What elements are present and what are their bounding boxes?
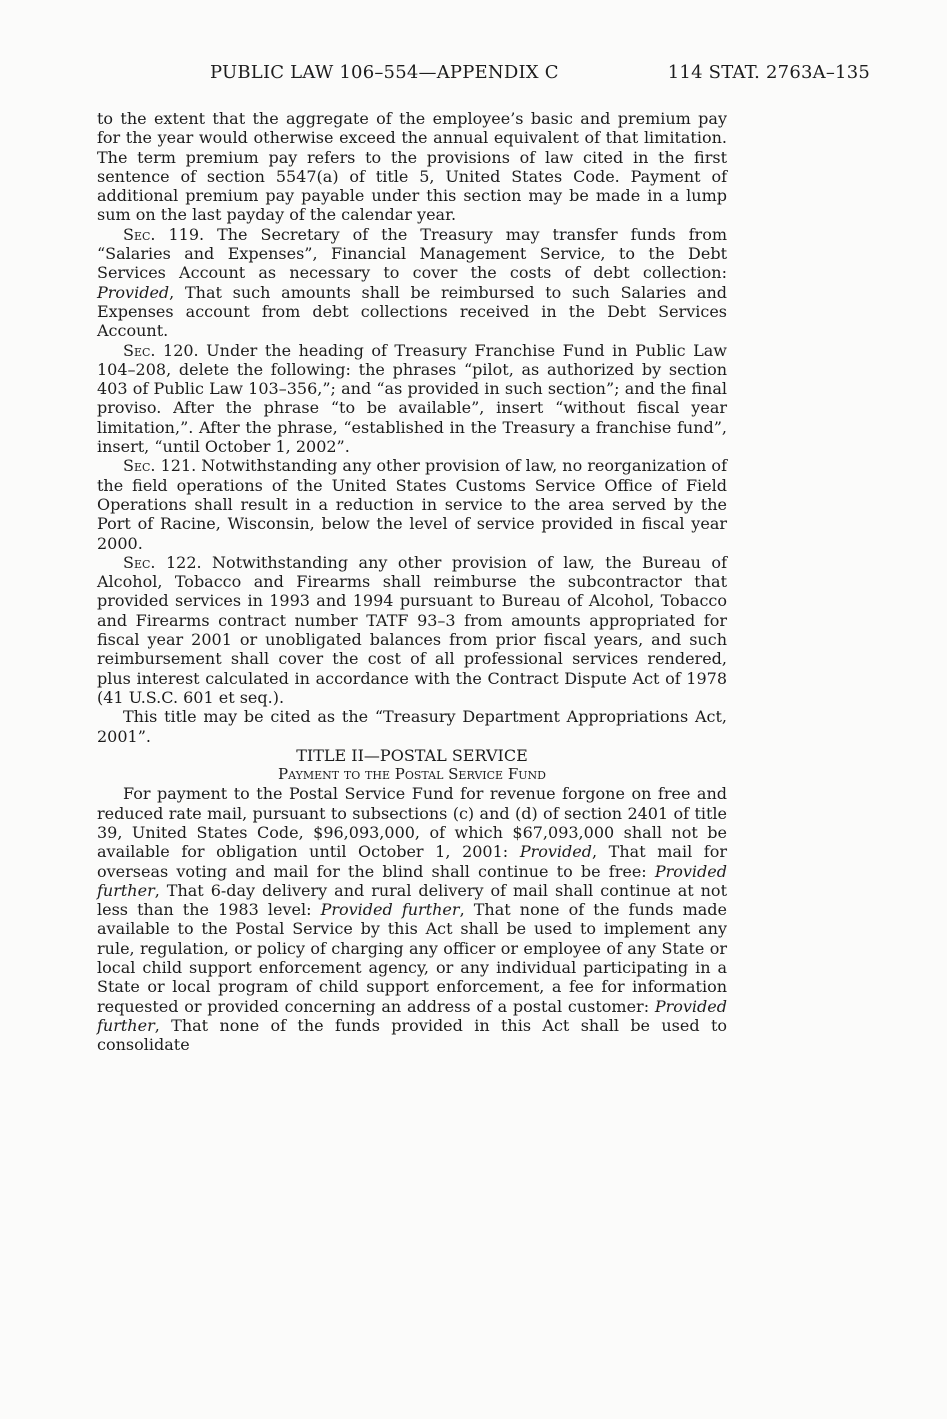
section-label: Sec. 119. [123,224,205,244]
statute-citation: 114 STAT. 2763A–135 [667,62,870,83]
section-120: Sec. 120. Under the heading of Treasury Franchise Fund in Public Law 104–208, delete the following: the phrases “pilot, as authorized by section 403 of Public Law 103–356,”; and “as provided in such section”; and the final proviso. After the phrase “to be available”, insert “without fiscal year limitation,”. After the phrase, “established in the Treasury a franchise fund”, insert, “until October 1, 2002”. [97,340,727,457]
section-label: Sec. 120. [123,340,199,360]
section-119: Sec. 119. The Secretary of the Treasury may transfer funds from “Salaries and Expenses”, Financial Management Service, to the Debt Services Account as necessary to cover the costs of debt collection: Provided, That such amounts shall be reimbursed to such Salaries and Expenses account from debt collections received in the Debt Services Account. [97,224,727,341]
section-label: Sec. 121. [123,456,197,476]
continued-paragraph: to the extent that the aggregate of the employee’s basic and premium pay for the year would otherwise exceed the annual equivalent of that limitation. The term premium pay refers to the provisions of law cited in the first sentence of section 5547(a) of title 5, United States Code. Payment of additional premium pay payable under this section may be made in a lump sum on the last payday of the calendar year. [97,109,727,225]
proviso: Provided [519,842,592,862]
section-121: Sec. 121. Notwithstanding any other provision of law, no reorganization of the field operations of the United States Customs Service Office of Field Operations shall result in a reduction in service to the area served by the Port of Racine, Wisconsin, below the level of service provided in fiscal year 2000. [97,456,727,553]
running-head-title: PUBLIC LAW 106–554—APPENDIX C [210,62,559,83]
page-body [97,109,727,1055]
proviso: Provided further [97,996,727,1035]
section-label: Sec. 122. [123,552,202,572]
postal-fund-paragraph: For payment to the Postal Service Fund for revenue forgone on free and reduced rate mail, pursuant to subsections (c) and (d) of section 2401 of title 39, United States Code, $96,093,000, of which $67,093,000 shall not be available for obligation until October 1, 2001: Provided, That mail for overseas voting and mail for the blind shall continue to be free: Provided further, That 6-day delivery and rural delivery of mail shall continue at not less than the 1983 level: Provided further, That none of the funds made available to the Postal Service by this Act shall be used to implement any rule, regulation, or policy of charging any officer or employee of any State or local child support enforcement agency, or any individual participating in a State or local program of child support enforcement, a fee for information requested or provided concerning an address of a postal customer: Provided further, That none of the funds provided in this Act shall be used to consolidate [97,784,728,1055]
title-heading: TITLE II—POSTAL SERVICE [296,745,528,765]
short-title-citation: This title may be cited as the “Treasury Department Appropriations Act, 2001”. [97,707,727,746]
proviso: Provided further [320,900,460,920]
proviso: Provided [97,282,170,302]
appropriation-subheading: Payment to the Postal Service Fund [278,765,546,784]
page-header [210,62,870,83]
section-122: Sec. 122. Notwithstanding any other provision of law, the Bureau of Alcohol, Tobacco and Firearms shall reimburse the subcontractor that provided services in 1993 and 1994 pursuant to Bureau of Alcohol, Tobacco and Firearms contract number TATF 93–3 from amounts appropriated for fiscal year 2001 or unobligated balances from prior fiscal years, and such reimbursement shall cover the cost of all professional services rendered, plus interest calculated in accordance with the Contract Dispute Act of 1978 (41 U.S.C. 601 et seq.). [97,552,727,707]
proviso: Provided further [97,861,727,900]
